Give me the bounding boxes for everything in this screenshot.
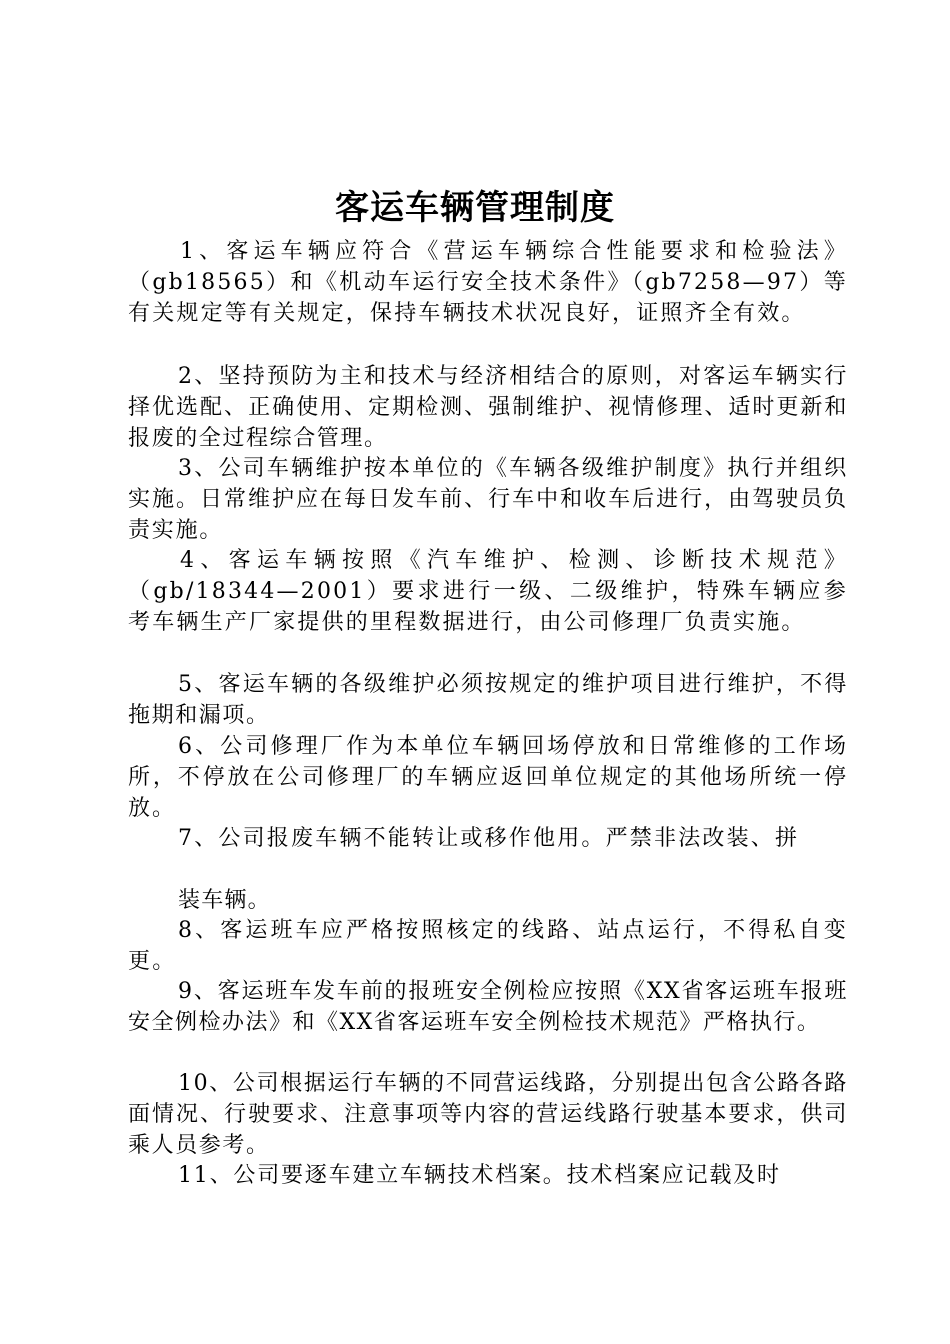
paragraph-11: 11、公司要逐车建立车辆技术档案。技术档案应记载及时 xyxy=(178,1163,781,1188)
paragraph-5: 5、客运车辆的各级维护必须按规定的维护项目进行维护，不得拖期和漏项。 xyxy=(128,672,848,728)
paragraph-6: 6、公司修理厂作为本单位车辆回场停放和日常维修的工作场所，不停放在公司修理厂的车辆应返回单位规定的其他场所统一停放。 xyxy=(128,734,848,821)
paragraph-4: 4、客运车辆按照《汽车维护、检测、诊断技术规范》（gb/18344—2001）要求进行一级、二级维护，特殊车辆应参考车辆生产厂家提供的里程数据进行，由公司修理厂负责实施。 xyxy=(128,548,848,635)
paragraph-9: 9、客运班车发车前的报班安全例检应按照《XX省客运班车报班安全例检办法》和《XX省客运班车安全例检技术规范》严格执行。 xyxy=(128,979,848,1035)
paragraph-10: 10、公司根据运行车辆的不同营运线路，分别提出包含公路各路面情况、行驶要求、注意事项等内容的营运线路行驶基本要求，供司乘人员参考。 xyxy=(128,1071,848,1158)
paragraph-8: 8、客运班车应严格按照核定的线路、站点运行，不得私自变更。 xyxy=(128,918,848,974)
paragraph-7-continuation: 装车辆。 xyxy=(178,888,271,913)
paragraph-3: 3、公司车辆维护按本单位的《车辆各级维护制度》执行并组织实施。日常维护应在每日发车前、行车中和收车后进行，由驾驶员负责实施。 xyxy=(128,456,848,543)
paragraph-1: 1、客运车辆应符合《营运车辆综合性能要求和检验法》（gb18565）和《机动车运行安全技术条件》（gb7258—97）等有关规定等有关规定，保持车辆技术状况良好，证照齐全有效。 xyxy=(128,239,848,326)
paragraph-2: 2、坚持预防为主和技术与经济相结合的原则，对客运车辆实行择优选配、正确使用、定期检测、强制维护、视情修理、适时更新和报废的全过程综合管理。 xyxy=(128,364,848,451)
paragraph-7: 7、公司报废车辆不能转让或移作他用。严禁非法改装、拼 xyxy=(178,826,800,851)
document-title: 客运车辆管理制度 xyxy=(335,188,615,228)
